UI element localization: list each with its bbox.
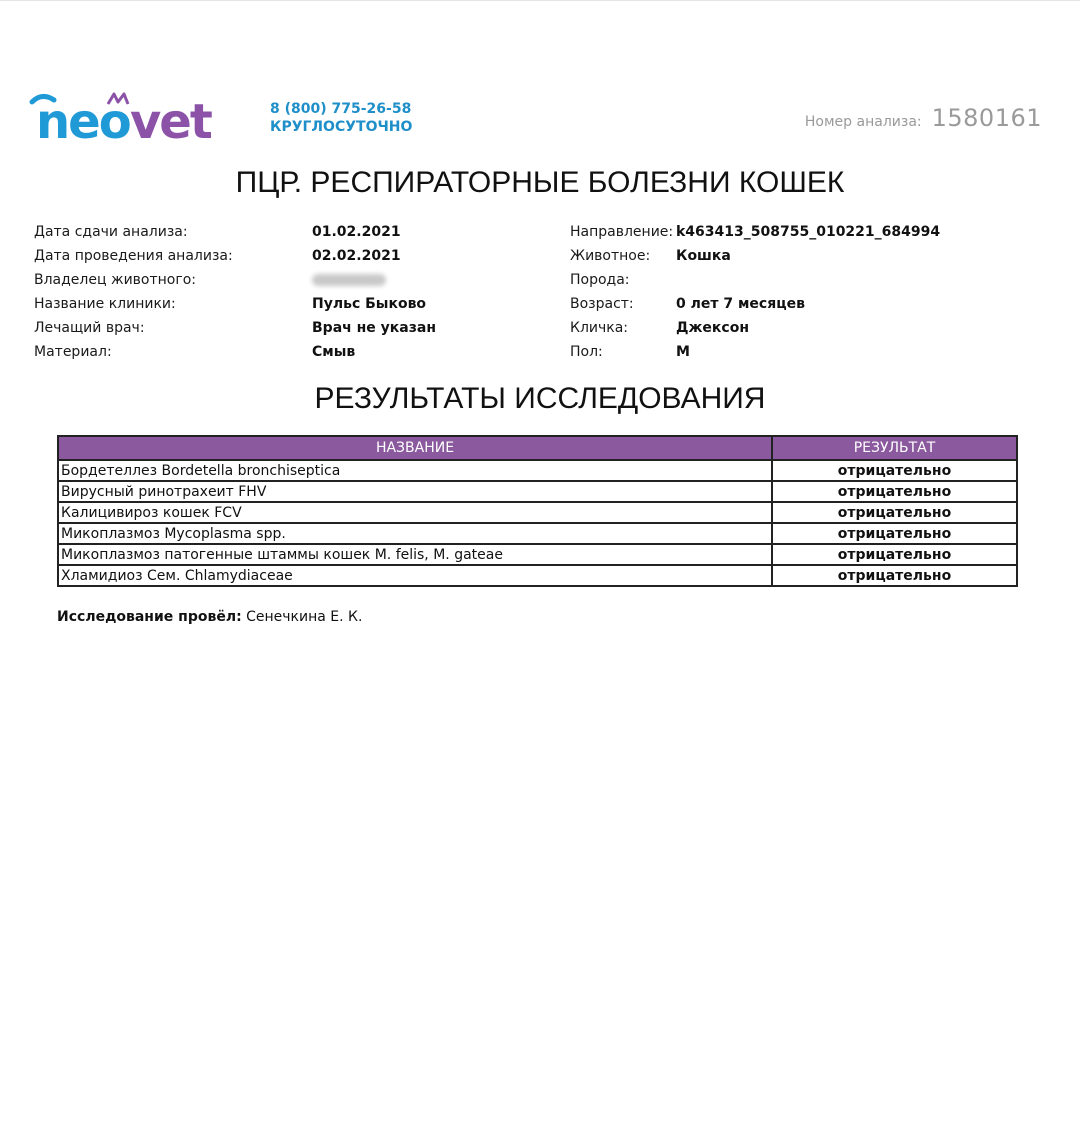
info-label: Лечащий врач: — [34, 320, 145, 336]
test-name-cell: Вирусный ринотрахеит FHV — [58, 481, 772, 502]
info-label: Пол: — [570, 344, 603, 360]
table-header-row — [58, 436, 1017, 460]
test-result-cell: отрицательно — [772, 565, 1017, 586]
info-row-doctor — [34, 316, 436, 340]
column-header-result: РЕЗУЛЬТАТ — [772, 436, 1017, 460]
info-row-material — [34, 340, 436, 364]
document-title: ПЦР. РЕСПИРАТОРНЫЕ БОЛЕЗНИ КОШЕК — [235, 166, 845, 199]
patient-info-right — [570, 220, 940, 364]
table-row — [58, 544, 1017, 565]
info-value: Пульс Быково — [312, 296, 427, 312]
info-label: Животное: — [570, 248, 651, 264]
info-label: Название клиники: — [34, 296, 176, 312]
table-row — [58, 565, 1017, 586]
phone-number[interactable]: 8 (800) 775-26-58 — [270, 101, 412, 117]
neovet-logo — [28, 88, 220, 150]
info-label: Порода: — [570, 272, 630, 288]
analysis-number-value: 1580161 — [931, 104, 1042, 132]
info-row-animal — [570, 244, 940, 268]
info-value: Врач не указан — [312, 320, 436, 336]
info-value: 01.02.2021 — [312, 224, 401, 240]
test-result-cell: отрицательно — [772, 481, 1017, 502]
info-label: Дата проведения анализа: — [34, 248, 233, 264]
info-row-owner — [34, 268, 436, 292]
performed-by — [57, 609, 362, 625]
test-result-cell: отрицательно — [772, 544, 1017, 565]
info-value: 02.02.2021 — [312, 248, 401, 264]
info-label: Материал: — [34, 344, 112, 360]
test-name-cell: Калицивироз кошек FCV — [58, 502, 772, 523]
info-label: Владелец животного: — [34, 272, 197, 288]
logo-text-neo: neo — [36, 94, 130, 150]
results-title: РЕЗУЛЬТАТЫ ИССЛЕДОВАНИЯ — [314, 382, 766, 415]
test-name-cell: Хламидиоз Сем. Chlamydiaceae — [58, 565, 772, 586]
info-label: Направление: — [570, 224, 674, 240]
info-row-age — [570, 292, 940, 316]
info-label: Дата сдачи анализа: — [34, 224, 188, 240]
info-row-referral — [570, 220, 940, 244]
table-row — [58, 481, 1017, 502]
patient-info-left — [34, 220, 436, 364]
column-header-name: НАЗВАНИЕ — [58, 436, 772, 460]
info-value: 0 лет 7 месяцев — [676, 296, 805, 312]
table-row — [58, 523, 1017, 544]
info-value: Смыв — [312, 344, 356, 360]
contact-block — [270, 100, 412, 136]
info-label: Кличка: — [570, 320, 629, 336]
info-value: Джексон — [676, 320, 749, 336]
info-value: Кошка — [676, 248, 731, 264]
table-row — [58, 502, 1017, 523]
results-table — [57, 435, 1018, 587]
info-row-clinic — [34, 292, 436, 316]
test-name-cell: Микоплазмоз Mycoplasma spp. — [58, 523, 772, 544]
owner-name-redacted — [312, 274, 386, 286]
logo-text-vet: vet — [130, 94, 211, 150]
info-row-breed — [570, 268, 940, 292]
test-result-cell: отрицательно — [772, 523, 1017, 544]
test-name-cell: Бордетеллез Bordetella bronchiseptica — [58, 460, 772, 481]
analysis-number-block — [805, 104, 1042, 132]
info-row-test-date — [34, 244, 436, 268]
test-result-cell: отрицательно — [772, 460, 1017, 481]
analysis-number-label: Номер анализа: — [804, 114, 922, 130]
info-row-nickname — [570, 316, 940, 340]
info-row-sex — [570, 340, 940, 364]
performed-by-value: Сенечкина Е. К. — [246, 609, 363, 625]
info-row-submit-date — [34, 220, 436, 244]
performed-by-label: Исследование провёл: — [57, 609, 242, 625]
test-result-cell: отрицательно — [772, 502, 1017, 523]
page-top-edge — [0, 0, 1080, 1]
table-row — [58, 460, 1017, 481]
hours-label: КРУГЛОСУТОЧНО — [270, 119, 413, 135]
info-value: k463413_508755_010221_684994 — [676, 224, 941, 240]
test-name-cell: Микоплазмоз патогенные штаммы кошек M. felis, M. gateae — [58, 544, 772, 565]
info-value: М — [676, 344, 690, 360]
info-label: Возраст: — [570, 296, 634, 312]
